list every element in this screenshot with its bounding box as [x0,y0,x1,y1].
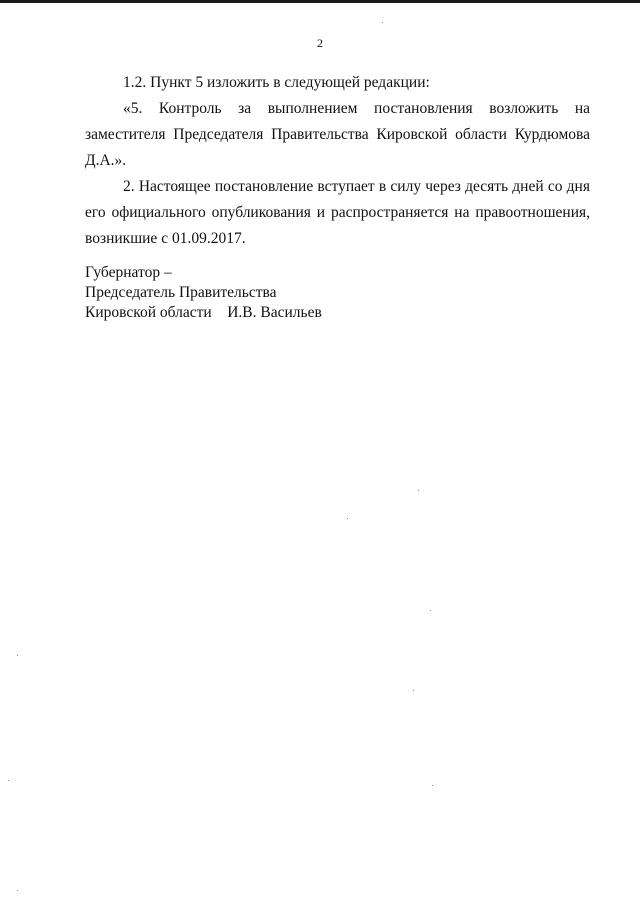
paragraph-item-5-quote: «5. Контроль за выполнением постановления возложить на заместителя Председателя Правительства Кировской области Курдюмова Д.А.». [85,100,590,169]
scan-speck [413,690,414,691]
scan-speck [17,890,18,891]
paragraph-item-2: 2. Настоящее постановление вступает в силу через десять дней со дня его официального опубликования и распространяется на правоотношения, возникшие с 01.09.2017. [85,178,590,247]
scan-top-edge [0,0,640,3]
signature-title-line-2: Председатель Правительства [85,284,277,301]
signature-title-line-3 [85,303,322,323]
scan-speck [17,655,18,656]
signature-name: И.В. Васильев [227,304,322,321]
scan-speck [430,610,431,611]
scan-speck [432,785,433,786]
scan-speck [382,22,383,23]
signature-block [85,263,322,323]
signature-title-line-1: Губернатор – [85,264,172,281]
scan-speck [347,518,348,519]
scan-speck [8,780,9,781]
scan-speck [418,490,419,491]
signature-org: Кировской области [85,304,212,321]
signature-gap [212,304,228,321]
document-body [85,70,590,252]
paragraph-item-1-2: 1.2. Пункт 5 изложить в следующей редакции: [123,74,430,91]
page-number: 2 [317,36,323,50]
